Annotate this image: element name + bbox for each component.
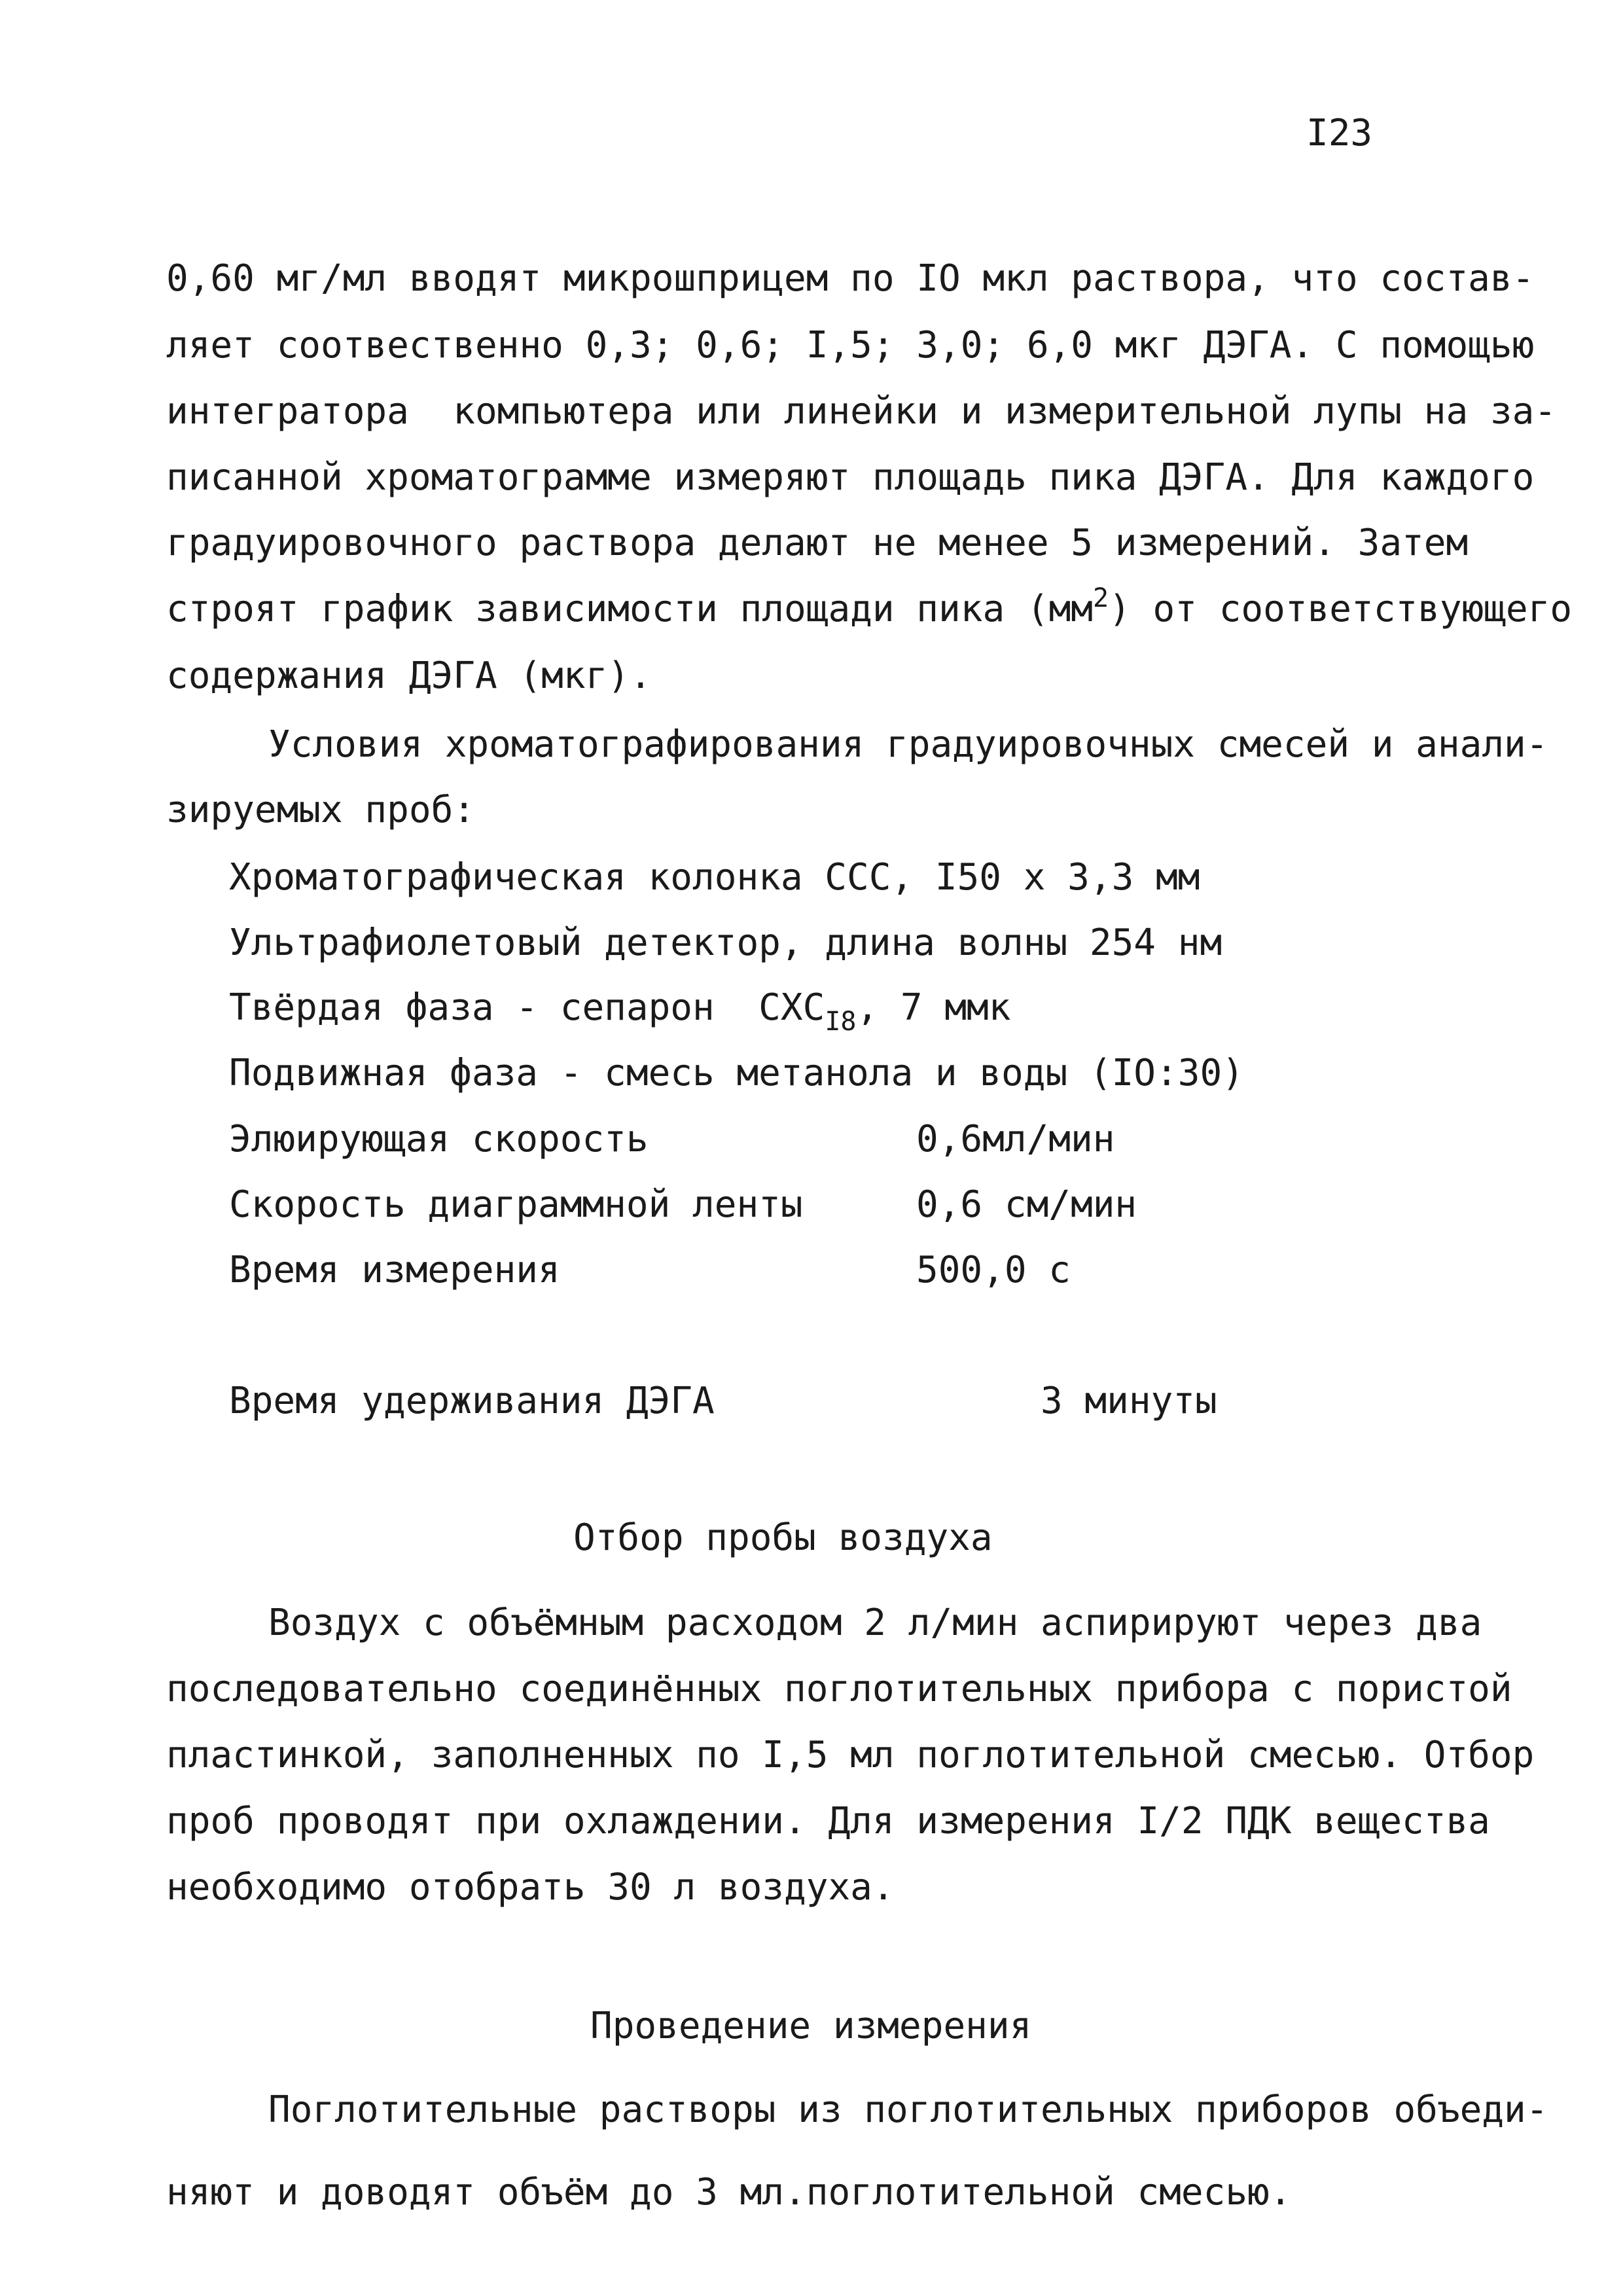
paragraph-line: содержания ДЭГА (мкг).: [166, 655, 652, 697]
sampling-line: пластинкой, заполненных по I,5 мл поглотительной смесью. Отбор: [166, 1734, 1535, 1776]
page-number: I23: [1306, 112, 1373, 154]
sampling-line: необходимо отобрать 30 л воздуха.: [166, 1866, 895, 1909]
paragraph-line: писанной хроматограмме измеряют площадь пика ДЭГА. Для каждого: [166, 456, 1535, 499]
elution-label: Элюирующая скорость: [229, 1118, 649, 1160]
condition-column: Хроматографическая колонка ССС, I50 х 3,3 мм: [229, 856, 1200, 899]
measurement-line: Поглотительные растворы из поглотительных приборов объеди-: [268, 2089, 1548, 2131]
chart-speed-value: 0,6 см/мин: [916, 1183, 1137, 1226]
text-segment: Твёрдая фаза - сепарон СХС: [229, 986, 825, 1029]
measure-time-value: 500,0 с: [916, 1249, 1071, 1291]
text-segment: ) от соответствующего: [1109, 588, 1573, 630]
section-title-sampling: Отбор пробы воздуха: [573, 1516, 993, 1559]
paragraph-line: градуировочного раствора делают не менее 5 измерений. Затем: [166, 522, 1469, 564]
section-title-measurement: Проведение измерения: [590, 2005, 1032, 2047]
chart-speed-label: Скорость диаграммной ленты: [229, 1183, 803, 1226]
superscript: 2: [1093, 583, 1109, 613]
measurement-line: няют и доводят объём до 3 мл.поглотительной смесью.: [166, 2171, 1292, 2214]
condition-detector: Ультрафиолетовый детектор, длина волны 254 нм: [229, 922, 1222, 964]
paragraph-line: 0,60 мг/мл вводят микрошприцем по IO мкл раствора, что состав-: [166, 257, 1535, 300]
conditions-intro-line: зируемых проб:: [166, 789, 476, 831]
condition-solid-phase: [229, 986, 1011, 1037]
sampling-line: проб проводят при охлаждении. Для измерения I/2 ПДК вещества: [166, 1800, 1490, 1842]
text-segment: строят график зависимости площади пика (мм: [166, 588, 1094, 630]
measure-time-label: Время измерения: [229, 1249, 560, 1291]
sampling-line: Воздух с объёмным расходом 2 л/мин аспирируют через два: [268, 1602, 1482, 1644]
condition-mobile-phase: Подвижная фаза - смесь метанола и воды (IO:30): [229, 1052, 1244, 1094]
elution-value: 0,6мл/мин: [916, 1118, 1115, 1160]
paragraph-line: ляет соотвественно 0,3; 0,6; I,5; 3,0; 6,0 мкг ДЭГА. С помощью: [166, 324, 1535, 367]
paragraph-line: [166, 583, 1573, 630]
paragraph-line: интегратора компьютера или линейки и измерительной лупы на за-: [166, 390, 1557, 433]
retention-label: Время удерживания ДЭГА: [229, 1380, 715, 1422]
text-segment: , 7 ммк: [856, 986, 1011, 1029]
conditions-intro-line: Условия хроматографирования градуировочных смесей и анали-: [268, 723, 1548, 766]
sampling-line: последовательно соединённых поглотительных прибора с пористой: [166, 1668, 1512, 1710]
retention-value: 3 минуты: [1041, 1380, 1217, 1422]
subscript: I8: [825, 1007, 857, 1037]
